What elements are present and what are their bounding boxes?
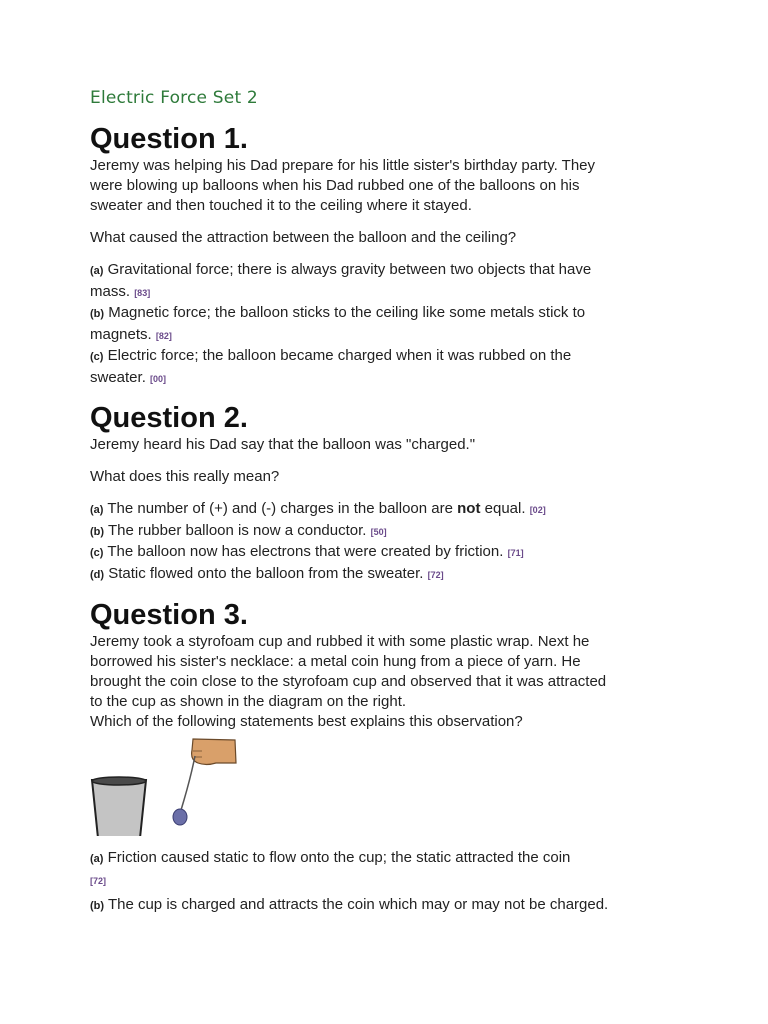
question-2-option-b[interactable] — [90, 521, 690, 543]
question-1-stem — [90, 156, 690, 216]
option-text: Magnetic force; the balloon sticks to the ceiling like some metals stick to — [108, 304, 586, 321]
stem-line: Jeremy was helping his Dad prepare for his little sister's birthday party. They — [90, 157, 596, 174]
question-2-option-d[interactable] — [90, 564, 690, 586]
stem-line: to the cup as shown in the diagram on the right. — [90, 693, 407, 710]
styrofoam-cup-icon — [92, 777, 146, 836]
option-text: mass. — [90, 282, 131, 300]
stem-line: sweater and then touched it to the ceiling where it stayed. — [90, 197, 472, 214]
option-label: (c) — [90, 547, 104, 559]
hand-icon — [192, 739, 236, 765]
question-1-option-c[interactable] — [90, 346, 690, 389]
option-text: Static flowed onto the balloon from the sweater. — [108, 564, 424, 582]
option-code: [82] — [155, 330, 172, 341]
stem-line: Which of the following statements best explains this observation? — [90, 713, 523, 730]
option-code: [72] — [427, 569, 444, 580]
question-2-stem: Jeremy heard his Dad say that the balloon was "charged." — [90, 436, 476, 453]
option-text: Electric force; the balloon became charged when it was rubbed on the — [107, 347, 572, 364]
question-1-option-a[interactable] — [90, 260, 690, 303]
option-label: (a) — [90, 265, 104, 277]
option-code: [00] — [150, 373, 167, 384]
option-code: [71] — [507, 548, 524, 558]
option-label: (a) — [90, 504, 104, 516]
stem-line: were blowing up balloons when his Dad rubbed one of the balloons on his — [90, 177, 580, 194]
option-text: Friction caused static to flow onto the cup; the static attracted the coin — [107, 849, 571, 866]
option-text: Gravitational force; there is always gravity between two objects that have — [107, 261, 592, 278]
option-code: [72] — [90, 875, 107, 886]
cup-and-coin-diagram — [90, 736, 690, 836]
metal-coin-icon — [173, 809, 187, 825]
option-text: The number of (+) and (-) charges in the balloon are — [107, 500, 453, 517]
question-1-heading: Question 1. — [90, 123, 248, 155]
stem-line: borrowed his sister's necklace: a metal coin hung from a piece of yarn. He — [90, 653, 581, 670]
option-text: magnets. — [90, 325, 152, 343]
option-label: (c) — [90, 351, 104, 363]
question-2-heading: Question 2. — [90, 402, 248, 434]
option-label: (b) — [90, 900, 105, 912]
question-2-prompt: What does this really mean? — [90, 468, 280, 485]
question-2-option-a[interactable] — [90, 499, 690, 521]
option-label: (b) — [90, 525, 105, 538]
stem-line: brought the coin close to the styrofoam cup and observed that it was attracted — [90, 673, 607, 690]
option-text: The cup is charged and attracts the coin which may or may not be charged. — [107, 896, 609, 913]
option-text: The balloon now has electrons that were created by friction. — [107, 543, 504, 560]
yarn-string — [180, 756, 195, 814]
option-code: [02] — [529, 505, 546, 515]
diagram-svg — [90, 736, 250, 836]
option-label: (a) — [90, 853, 104, 865]
option-label: (d) — [90, 568, 105, 581]
question-3-stem — [90, 632, 690, 732]
stem-line: Jeremy took a styrofoam cup and rubbed it with some plastic wrap. Next he — [90, 633, 590, 650]
option-text: The rubber balloon is now a conductor. — [107, 521, 367, 539]
document-title: Electric Force Set 2 — [90, 88, 258, 108]
document-page — [90, 88, 690, 917]
option-text: equal. — [484, 500, 526, 517]
question-1-prompt: What caused the attraction between the balloon and the ceiling? — [90, 229, 517, 246]
option-emphasis: not — [457, 500, 481, 517]
question-3-option-a[interactable] — [90, 848, 690, 891]
question-3-option-b[interactable] — [90, 895, 690, 917]
option-code: [83] — [134, 287, 151, 298]
question-3-heading: Question 3. — [90, 599, 248, 631]
option-label: (b) — [90, 308, 105, 320]
question-2-option-c[interactable] — [90, 542, 690, 564]
option-text: sweater. — [90, 368, 146, 386]
option-code: [50] — [370, 526, 387, 537]
question-1-option-b[interactable] — [90, 303, 690, 346]
